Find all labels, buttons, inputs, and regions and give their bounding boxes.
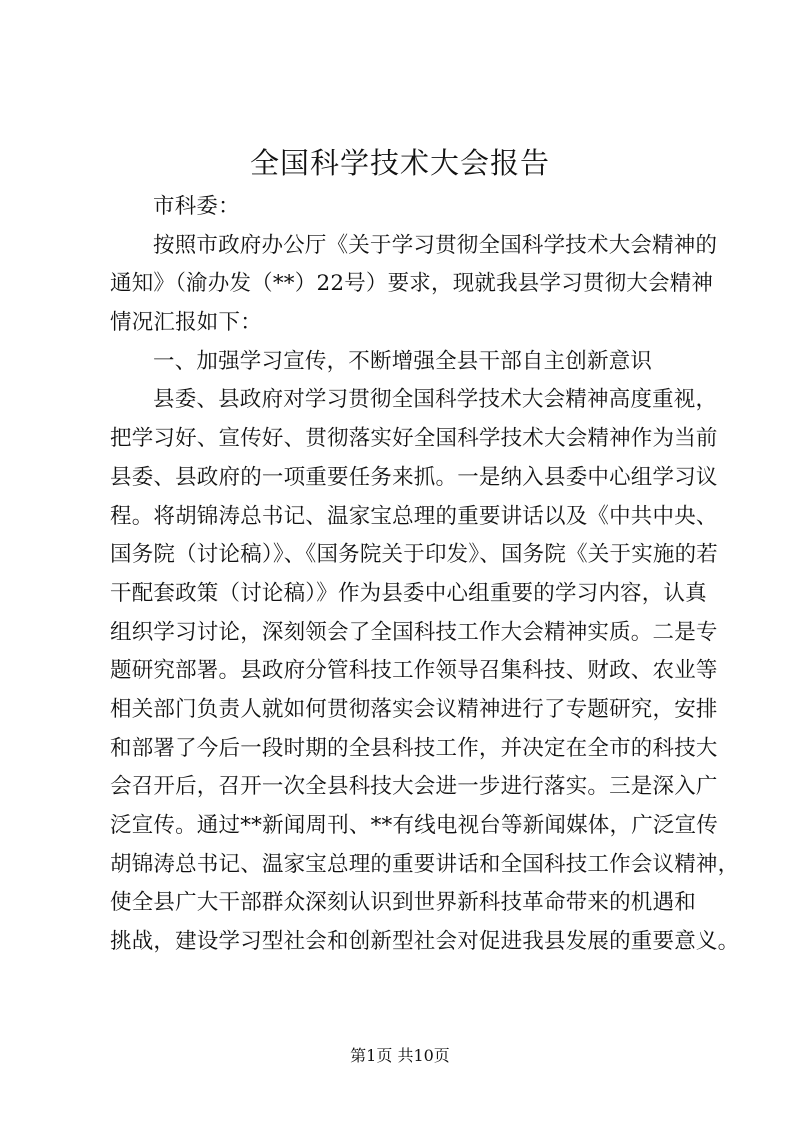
- body-line: 胡锦涛总书记、温家宝总理的重要讲话和全国科技工作会议精神，: [110, 851, 740, 877]
- salutation-line: 市科委：: [153, 194, 240, 219]
- body-line: 挑战，建设学习型社会和创新型社会对促进我县发展的重要意义。: [110, 929, 740, 955]
- body-line: 县委、县政府的一项重要任务来抓。一是纳入县委中心组学习议: [110, 464, 718, 490]
- document-body: [110, 188, 740, 962]
- document-title: 全国科学技术大会报告: [249, 146, 550, 180]
- body-line: 县委、县政府对学习贯彻全国科学技术大会精神高度重视，: [153, 387, 718, 413]
- body-line: 把学习好、宣传好、贯彻落实好全国科学技术大会精神作为当前: [110, 426, 718, 452]
- body-line: 组织学习讨论，深刻领会了全国科技工作大会精神实质。二是专: [110, 619, 718, 645]
- page-number-footer: 第1页 共10页: [350, 1046, 450, 1065]
- body-line: 按照市政府办公厅《关于学习贯彻全国科学技术大会精神的: [153, 232, 718, 258]
- body-line: 相关部门负责人就如何贯彻落实会议精神进行了专题研究，安排: [110, 696, 718, 722]
- body-line: 会召开后，召开一次全县科技大会进一步进行落实。三是深入广: [110, 774, 718, 800]
- body-line: 程。将胡锦涛总书记、温家宝总理的重要讲话以及《中共中央、: [110, 503, 718, 529]
- body-line: 通知》（渝办发（**）22号）要求，现就我县学习贯彻大会精神: [110, 271, 714, 297]
- body-line: 泛宣传。通过**新闻周刊、**有线电视台等新闻媒体，广泛宣传: [110, 813, 719, 838]
- body-line: 干配套政策（讨论稿）》作为县委中心组重要的学习内容，认真: [110, 580, 707, 606]
- body-line: 国务院（讨论稿）》、《国务院关于印发》、国务院《关于实施的若: [110, 542, 719, 568]
- body-line: 情况汇报如下：: [110, 310, 262, 336]
- body-line: 和部署了今后一段时期的全县科技工作，并决定在全市的科技大: [110, 735, 718, 761]
- body-line: 题研究部署。县政府分管科技工作领导召集科技、财政、农业等: [110, 658, 718, 684]
- section-heading: 一、加强学习宣传，不断增强全县干部自主创新意识: [153, 348, 653, 374]
- body-line: 使全县广大干部群众深刻认识到世界新科技革命带来的机遇和: [110, 890, 696, 916]
